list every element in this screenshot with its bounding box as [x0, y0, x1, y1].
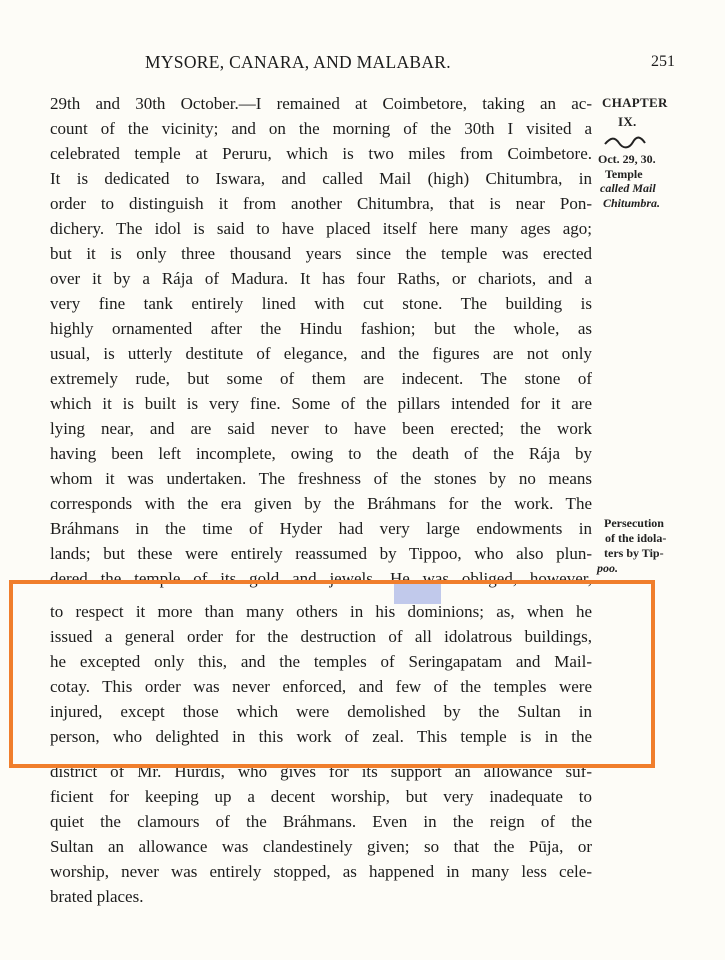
text-line: district of Mr. Hurdis, who gives for its support an allowance suf- [50, 762, 592, 781]
text-line: issued a general order for the destruction of all idolatrous buildings, [50, 627, 592, 646]
margin-note-persecution: of the idola- [605, 531, 667, 545]
text-line: extremely rude, but some of them are indecent. The stone of [50, 369, 592, 388]
text-line: to respect it more than many others in his dominions; as, when he [50, 602, 592, 621]
text-line: order to distinguish it from another Chitumbra, that is near Pon- [50, 194, 592, 213]
margin-note-persecution: poo. [597, 561, 618, 575]
text-line: celebrated temple at Peruru, which is two miles from Coimbetore. [50, 144, 592, 163]
margin-chapter-number: IX. [618, 114, 637, 129]
text-line: brated places. [50, 887, 144, 906]
margin-note-temple: Temple [605, 167, 643, 181]
text-line: ficient for keeping up a decent worship, but very inadequate to [50, 787, 592, 806]
margin-date: Oct. 29, 30. [598, 152, 656, 166]
text-line: person, who delighted in this work of zeal. This temple is in the [50, 727, 592, 746]
swash-ornament-icon [603, 135, 647, 149]
margin-note-persecution: Persecution [604, 516, 664, 530]
margin-note-temple: Chitumbra. [603, 196, 661, 210]
text-line: highly ornamented after the Hindu fashion; but the whole, as [50, 319, 592, 338]
text-line: lands; but these were entirely reassumed by Tippoo, who also plun- [50, 544, 592, 563]
text-line: Bráhmans in the time of Hyder had very large endowments in [50, 519, 592, 538]
text-line: It is dedicated to Iswara, and called Mail (high) Chitumbra, in [50, 169, 592, 188]
text-line: over it by a Rája of Madura. It has four Raths, or chariots, and a [50, 269, 592, 288]
text-line: which it is built is very fine. Some of the pillars intended for it are [50, 394, 592, 413]
callout-box [9, 580, 655, 768]
text-line: dichery. The idol is said to have placed itself here many ages ago; [50, 219, 592, 238]
text-line: very fine tank entirely lined with cut stone. The building is [50, 294, 592, 313]
text-line: corresponds with the era given by the Bráhmans for the work. The [50, 494, 592, 513]
text-line: dered the temple of its gold and jewels. He was obliged, however, [50, 569, 592, 588]
text-line: count of the vicinity; and on the morning of the 30th I visited a [50, 119, 592, 138]
text-line: whom it was undertaken. The freshness of the stones by no means [50, 469, 592, 488]
text-line: Sultan an allowance was clandestinely given; so that the Pūja, or [50, 837, 592, 856]
margin-note-temple: called Mail [600, 181, 656, 195]
text-line: quiet the clamours of the Bráhmans. Even in the reign of the [50, 812, 592, 831]
margin-note-persecution: ters by Tip- [604, 546, 664, 560]
text-line: cotay. This order was never enforced, and few of the temples were [50, 677, 592, 696]
page-number: 251 [651, 53, 675, 70]
margin-chapter: CHAPTER [602, 95, 668, 110]
text-line: having been left incomplete, owing to the death of the Rája by [50, 444, 592, 463]
text-line: but it is only three thousand years since the temple was erected [50, 244, 592, 263]
text-line: worship, never was entirely stopped, as happened in many less cele- [50, 862, 592, 881]
text-line: usual, is utterly destitute of elegance, and the figures are not only [50, 344, 592, 363]
running-title: MYSORE, CANARA, AND MALABAR. [145, 52, 451, 72]
text-line: injured, except those which were demolished by the Sultan in [50, 702, 592, 721]
text-line: he excepted only this, and the temples of Seringapatam and Mail- [50, 652, 592, 671]
text-line: 29th and 30th October.—I remained at Coimbetore, taking an ac- [50, 94, 592, 113]
text-line: lying near, and are said never to have been erected; the work [50, 419, 592, 438]
